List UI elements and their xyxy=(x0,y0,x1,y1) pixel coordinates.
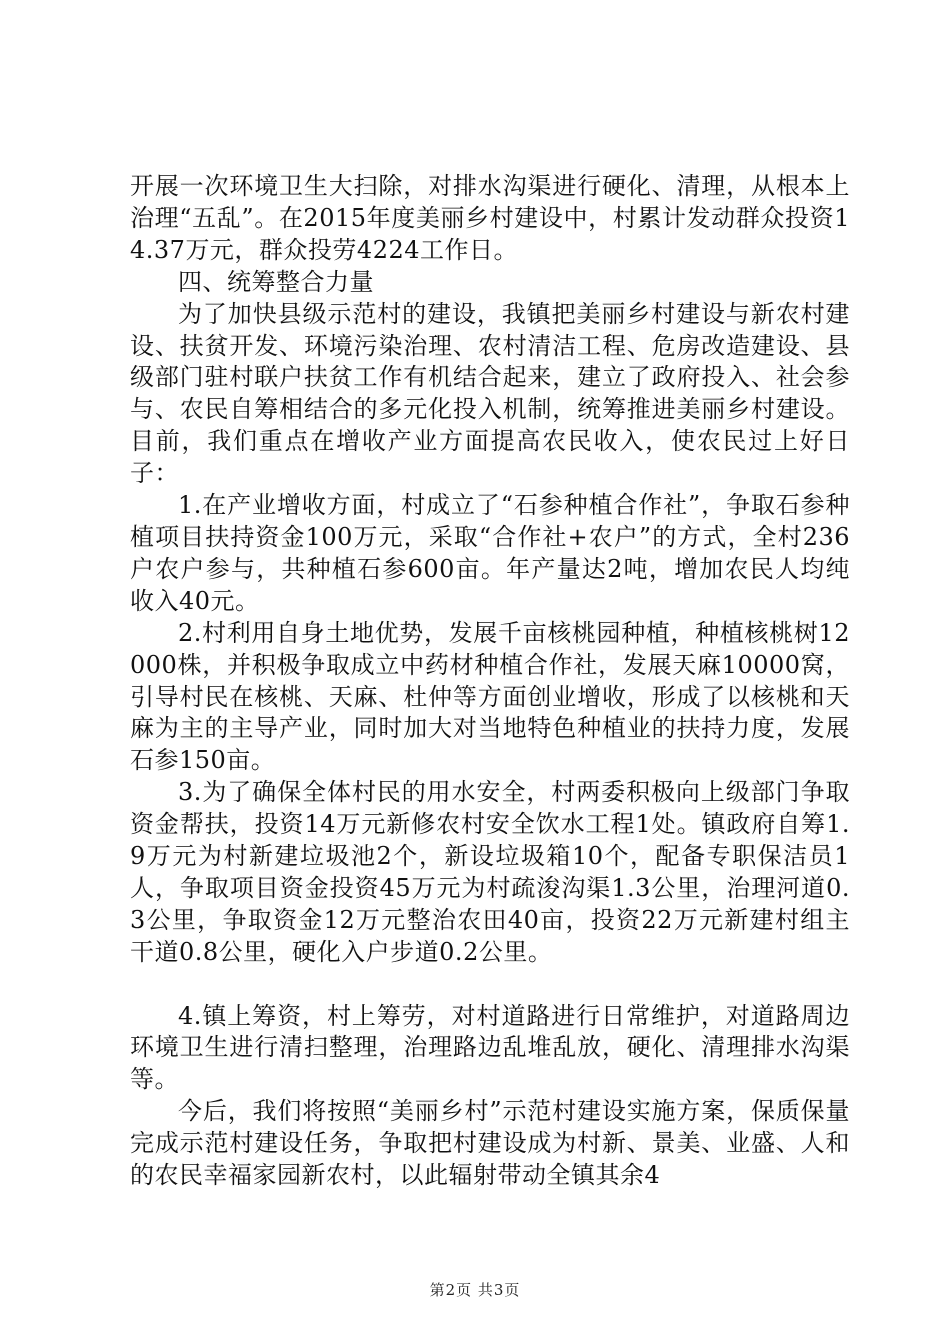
paragraph-conclusion: 今后，我们将按照“美丽乡村”示范村建设实施方案，保质保量完成示范村建设任务，争取把村建设成为村新、景美、业盛、人和的农民幸福家园新农村，以此辐射带动全镇其余4 xyxy=(130,1097,850,1190)
paragraph-integration: 为了加快县级示范村的建设，我镇把美丽乡村建设与新农村建设、扶贫开发、环境污染治理、农村清洁工程、危房改造建设、县级部门驻村联户扶贫工作有机结合起来，建立了政府投入、社会参与、农民自筹相结合的多元化投入机制，统筹推进美丽乡村建设。目前，我们重点在增收产业方面提高农民收入，使农民过上好日子： xyxy=(130,299,850,488)
paragraph-item-3: 3.为了确保全体村民的用水安全，村两委积极向上级部门争取资金帮扶，投资14万元新修农村安全饮水工程1处。镇政府自筹1.9万元为村新建垃圾池2个，新设垃圾箱10个，配备专职保洁员1人，争取项目资金投资45万元为村疏浚沟渠1.3公里，治理河道0.3公里，争取资金12万元整治农田40亩，投资22万元新建村组主干道0.8公里，硬化入户步道0.2公里。 xyxy=(130,778,850,966)
paragraph-continuation: 开展一次环境卫生大扫除，对排水沟渠进行硬化、清理，从根本上治理“五乱”。在2015年度美丽乡村建设中，村累计发动群众投资14.37万元，群众投劳4224工作日。 xyxy=(130,172,850,264)
document-body xyxy=(130,171,850,1192)
paragraph-item-1: 1.在产业增收方面，村成立了“石参种植合作社”，争取石参种植项目扶持资金100万元，采取“合作社+农户”的方式，全村236户农户参与，共种植石参600亩。年产量达2吨，增加农民人均纯收入40元。 xyxy=(130,491,850,615)
page-total: 共3页 xyxy=(477,1281,521,1299)
page-footer xyxy=(0,1279,950,1300)
paragraph-item-2: 2.村利用自身土地优势，发展千亩核桃园种植，种植核桃树12000株，并积极争取成立中药材种植合作社，发展天麻10000窝，引导村民在核桃、天麻、杜仲等方面创业增收，形成了以核桃和天麻为主的主导产业，同时加大对当地特色种植业的扶持力度，发展石参150亩。 xyxy=(130,618,850,775)
paragraph-item-4: 4.镇上筹资，村上筹劳，对村道路进行日常维护，对道路周边环境卫生进行清扫整理，治理路边乱堆乱放，硬化、清理排水沟渠等。 xyxy=(130,1001,850,1094)
paragraph-spacer xyxy=(130,969,850,1001)
page-number: 第2页 xyxy=(429,1281,473,1299)
section-heading: 四、统筹整合力量 xyxy=(178,267,374,296)
